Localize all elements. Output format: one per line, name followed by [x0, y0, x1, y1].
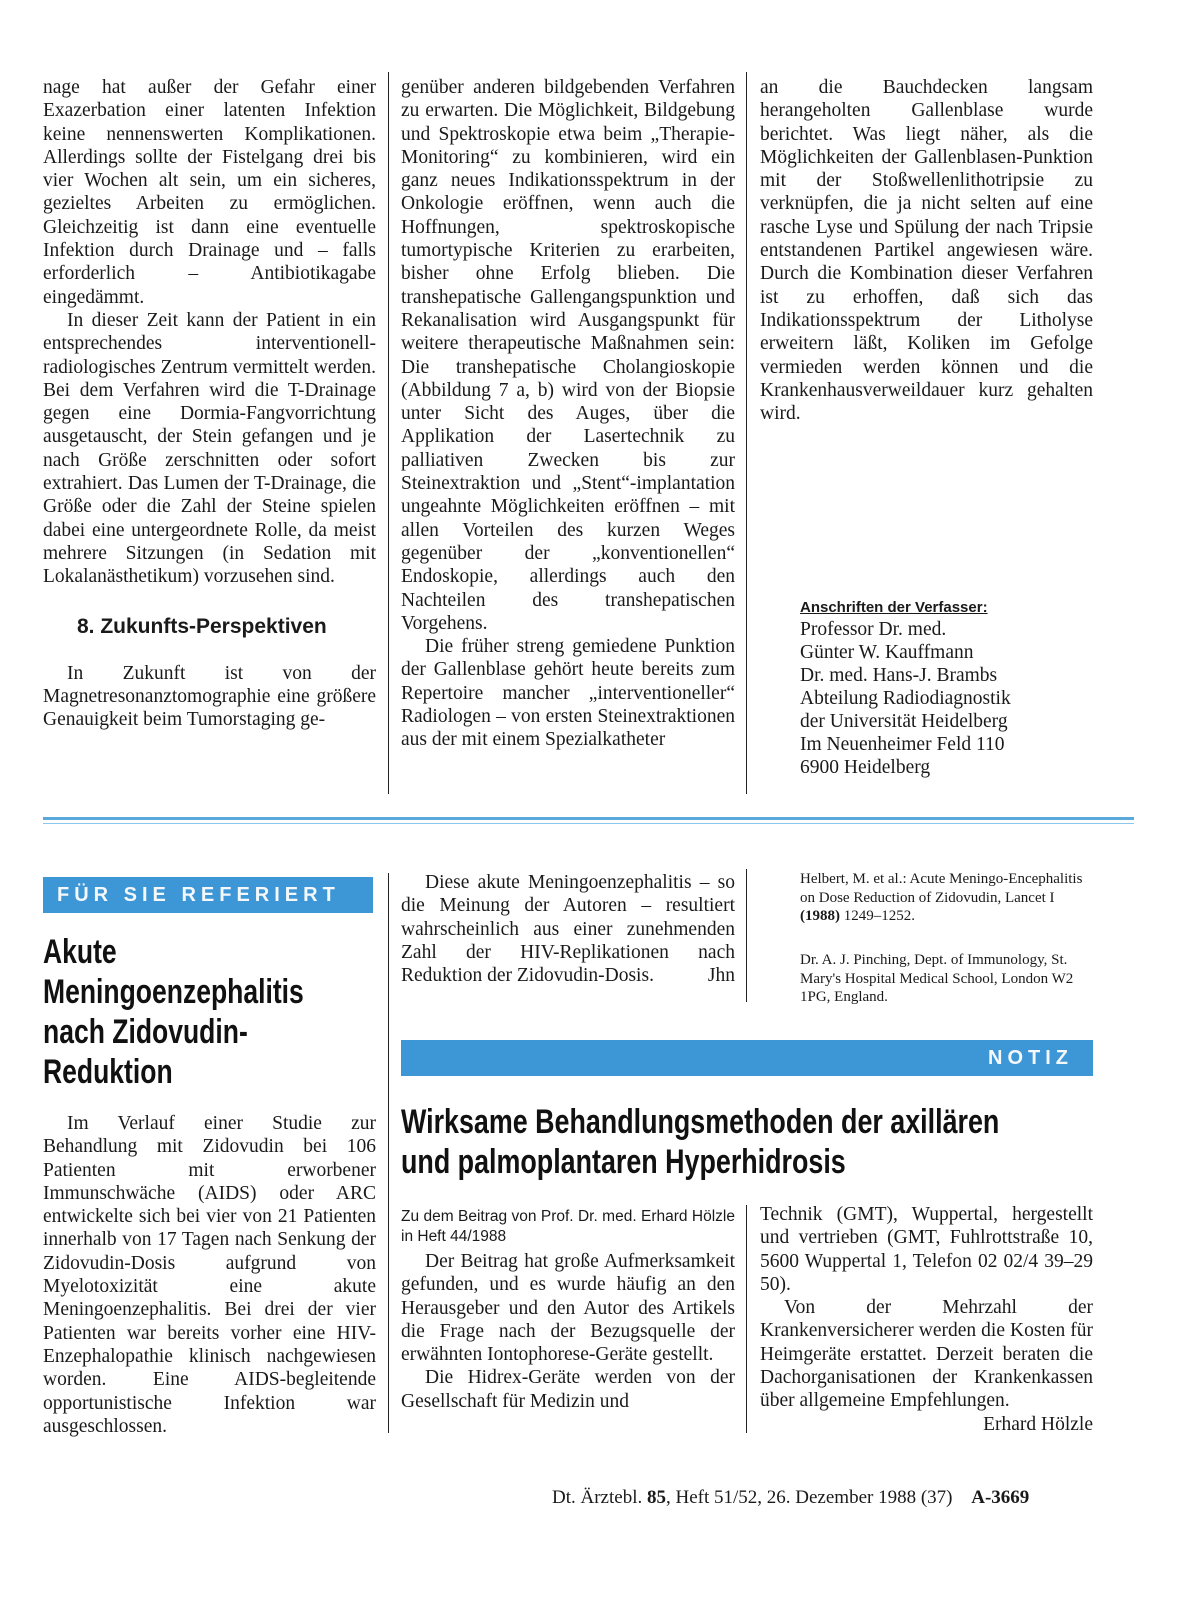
- section-heading: 8. Zukunfts-Perspektiven: [77, 614, 327, 638]
- address-line: 6900 Heidelberg: [800, 757, 931, 778]
- section-divider-thin: [43, 823, 1134, 824]
- section-banner-notiz: [401, 1040, 1093, 1076]
- column-divider: [746, 869, 747, 1002]
- title-line: nach Zidovudin-: [43, 1013, 248, 1051]
- address-line: Günter W. Kauffmann: [800, 642, 974, 663]
- issue-info: , Heft 51/52, 26. Dezember 1988 (37): [665, 1487, 953, 1508]
- address-line: Professor Dr. med.: [800, 619, 947, 640]
- notiz-column-2: [760, 1203, 1093, 1436]
- banner-label: NOTIZ: [988, 1047, 1073, 1069]
- paragraph: Technik (GMT), Wuppertal, hergestellt und vertrieben (GMT, Fuhlrottstraße 10, 5600 Wuppertal 1, Telefon 02 02/4 39–29 50).: [760, 1204, 1093, 1295]
- paragraph: genüber anderen bildgebenden Verfahren zu erwarten. Die Möglichkeit, Bildgebung und Spektroskopie etwa beim „Therapie-Monitoring“ zu kombinieren, wird ein ganz neues Indikationsspektrum in der Onkologie eröffnen, wenn auch die Hoffnungen, spektroskopische tumortypische Kriterien zu erarbeiten, bisher ohne Erfolg blieben. Die transhepatische Gallengangspunktion und Rekanalisation wird Ausgangspunkt für weitere therapeutische Maßnahmen sein: Die transhepatische Cholangioskopie (Abbildung 7 a, b) wird von der Biopsie unter Sicht des Auges, über die Applikation der Lasertechnik zu palliativen Zwecken bis zur Steinextraktion und „Stent“-implantation ungeahnte Möglichkeiten eröffnen – mit allen Vorteilen des kurzen Weges gegenüber der „konventionellen“ Endoskopie, allerdings auch den Nachteilen des transhepatischen Vorgehens.: [401, 77, 735, 634]
- signature: Jhn: [707, 965, 735, 987]
- contact-text: Dr. A. J. Pinching, Dept. of Immunology, St. Mary's Hospital Medical School, London W2 1PG, England.: [800, 952, 1074, 1005]
- reference: [800, 870, 1096, 926]
- paragraph: [401, 871, 735, 987]
- paragraph: [760, 1296, 1093, 1435]
- address-line: der Universität Heidelberg: [800, 711, 1008, 732]
- author-addresses: [800, 599, 1100, 779]
- article-title: [43, 932, 304, 1092]
- address-line: Abteilung Radiodiagnostik: [800, 688, 1011, 709]
- paragraph-text: Diese akute Meningoenzephalitis – so die Meinung der Autoren – resultiert wahrscheinlich aus einer zunehmenden Zahl der HIV-Replikationen nach Reduktion der Zidovudin-Dosis.: [401, 872, 735, 987]
- paragraph: nage hat außer der Gefahr einer Exazerbation einer latenten Infektion keine nennenswerten Komplikationen. Allerdings sollte der Fistelgang drei bis vier Wochen alt sein, um ein sicheres, gezieltes Arbeiten zu ermöglichen. Gleichzeitig ist dann eine eventuelle Infektion durch Drainage und – falls erforderlich – Antibiotikagabe eingedämmt.: [43, 77, 376, 308]
- page-footer: [552, 1487, 1029, 1509]
- title-line: Meningoenzephalitis: [43, 973, 304, 1011]
- column-divider: [388, 72, 389, 794]
- journal-name: Dt. Ärztebl.: [552, 1487, 647, 1508]
- paragraph: In Zukunft ist von der Magnetresonanztomographie eine größere Genauigkeit beim Tumorstaging ge-: [43, 662, 376, 731]
- paragraph: an die Bauchdecken langsam herangeholten Gallenblase wurde berichtet. Was liegt näher, als die Möglichkeiten der Gallenblasen-Punktion mit der Stoßwellenlithotripsie zu verknüpfen, die ja nicht selten auf eine rasche Lyse und Spülung der nach Tripsie entstandenen Partikel angewiesen wäre. Durch die Kombination dieser Verfahren ist zu erhoffen, daß sich das Indikationsspektrum der Litholyse erweitern läßt, Koliken im Gefolge vermieden werden können und die Krankenhausverweildauer kurz gehalten wird.: [760, 77, 1093, 425]
- paragraph: Die Hidrex-Geräte werden von der Gesellschaft für Medizin und: [401, 1367, 735, 1412]
- column-divider: [746, 72, 747, 794]
- page-number: A-3669: [971, 1487, 1030, 1508]
- reference-text: Helbert, M. et al.: Acute Meningo-Encephalitis on Dose Reduction of Zidovudin, Lancet I: [800, 871, 1083, 906]
- column-divider: [388, 873, 389, 1433]
- address-line: Im Neuenheimer Feld 110: [800, 734, 1005, 755]
- paragraph-text: Von der Mehrzahl der Krankenversicherer werden die Kosten für Heimgeräte erstattet. Derzeit beraten die Dachorganisationen der Krankenkassen über allgemeine Empfehlungen.: [760, 1297, 1093, 1412]
- top-column-1: [43, 76, 376, 732]
- article-subtitle: Zu dem Beitrag von Prof. Dr. med. Erhard Hölzle in Heft 44/1988: [401, 1208, 735, 1245]
- address-line: Dr. med. Hans-J. Brambs: [800, 665, 998, 686]
- article-title: [401, 1102, 999, 1182]
- title-line: Wirksame Behandlungsmethoden der axillären: [401, 1103, 1000, 1141]
- banner-label: FÜR SIE REFERIERT: [57, 884, 340, 906]
- referat-continued: [401, 871, 735, 987]
- paragraph: Die früher streng gemiedene Punktion der Gallenblase gehört heute bereits zum Repertoire mancher „interventioneller“ Radiologen – von ersten Steinextraktionen aus der mit einem Spezialkatheter: [401, 636, 735, 751]
- contact-address: [800, 951, 1096, 1007]
- paragraph: Im Verlauf einer Studie zur Behandlung mit Zidovudin bei 106 Patienten mit erworbener Immunschwäche (AIDS) oder ARC entwickelte sich bei vier von 21 Patienten innerhalb von 17 Tagen nach Senkung der Zidovudin-Dosis aufgrund von Myelotoxizität eine akute Meningoenzephalitis. Bei drei der vier Patienten war bereits vorher eine HIV-Enzephalopathie klinisch nachgewiesen worden. Eine AIDS-begleitende opportunistische Infektion war ausgeschlossen.: [43, 1113, 376, 1437]
- title-line: Reduktion: [43, 1053, 173, 1091]
- paragraph: In dieser Zeit kann der Patient in ein entsprechendes interventionell-radiologisches Zentrum vermittelt werden. Bei dem Verfahren wird die T-Drainage gegen eine Dormia-Fangvorrichtung ausgetauscht, der Stein gefangen und je nach Größe zerschnitten oder sofort extrahiert. Das Lumen der T-Drainage, die Größe oder die Zahl der Steine spielen dabei eine untergeordnete Rolle, da meist mehrere Sitzungen (in Sedation mit Lokalanästhetikum) vorzusehen sind.: [43, 309, 376, 588]
- top-column-2: [401, 76, 735, 752]
- section-divider: [43, 817, 1134, 820]
- address-label: Anschriften der Verfasser:: [800, 599, 988, 616]
- section-banner-fuer-sie-referiert: [43, 877, 373, 913]
- title-line: Akute: [43, 933, 117, 971]
- address-block: [800, 618, 1100, 779]
- journal-volume: 85: [646, 1487, 666, 1508]
- title-line: und palmoplantaren Hyperhidrosis: [401, 1143, 846, 1181]
- signature: Erhard Hölzle: [983, 1413, 1093, 1435]
- top-column-3: [760, 76, 1093, 425]
- column-divider: [746, 1205, 747, 1433]
- notiz-column-1: [401, 1207, 735, 1413]
- reference-pages: 1249–1252.: [840, 908, 915, 924]
- referat-body: [43, 1112, 376, 1438]
- reference-year: (1988): [800, 908, 840, 924]
- paragraph: Der Beitrag hat große Aufmerksamkeit gefunden, und es wurde häufig an den Herausgeber und den Autor des Artikels die Frage nach der Bezugsquelle der erwähnten Iontophorese-Geräte gestellt.: [401, 1251, 735, 1366]
